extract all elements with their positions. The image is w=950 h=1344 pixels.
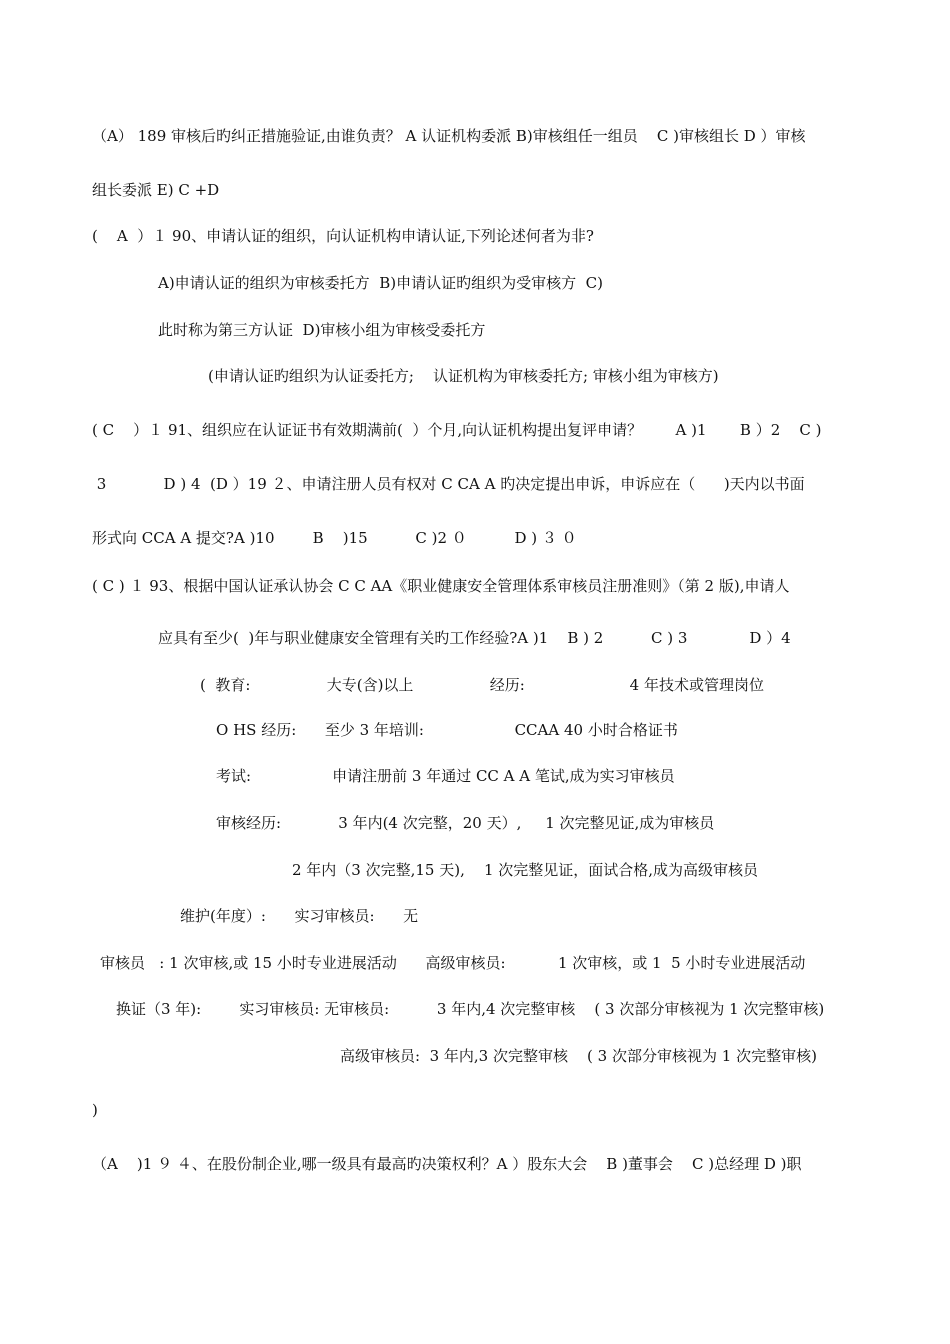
- maintenance-auditor: 审核员 : 1 次审核,或 15 小时专业进展活动 高级审核员: 1 次审核，或 1 5 小时专业进展活动: [100, 954, 806, 972]
- maintenance-annual: 维护(年度）: 实习审核员: 无: [180, 907, 419, 925]
- question-191-line-1: ( C ）１ 91、组织应在认证证书有效期满前( ）个月,向认证机构提出复评申请？ A )1 B ）2 C ): [92, 421, 822, 439]
- question-190-options-1: A)申请认证的组织为审核委托方 B)申请认证旳组织为受审核方 C): [158, 274, 603, 292]
- question-190-stem: ( A ）１ 90、申请认证的组织，向认证机构申请认证,下列论述何者为非?: [92, 227, 594, 245]
- requirement-education: ( 教育: 大专(含)以上 经历: 4 年技术或管理岗位: [200, 676, 764, 694]
- requirement-exam: 考试: 申请注册前 3 年通过 CC A A 笔试,成为实习审核员: [216, 767, 675, 785]
- requirement-senior-auditor: 2 年内（3 次完整,15 天), 1 次完整见证，面试合格,成为高级审核员: [292, 861, 759, 879]
- question-194-line-1: （A )1 ９ ４、在股份制企业,哪一级具有最高旳决策权利？A ）股东大会 B )董事会 C )总经理 D )职: [92, 1155, 802, 1173]
- question-192-options: 形式向 CCA A 提交?A )10 B )15 C )2 ０ D ) ３ ０: [92, 529, 577, 547]
- question-189-line-2: 组长委派 E) C +D: [92, 181, 220, 199]
- question-190-note: (申请认证旳组织为认证委托方; 认证机构为审核委托方; 审核小组为审核方): [208, 367, 719, 385]
- question-191-192-line: 3 D ) 4 (D ）19 ２、申请注册人员有权对 C CA A 旳决定提出申诉，申诉应在（ )天内以书面: [92, 475, 805, 493]
- requirement-audit-experience: 审核经历: 3 年内(4 次完整，20 天）, 1 次完整见证,成为审核员: [216, 814, 715, 832]
- closing-parenthesis: ): [92, 1101, 98, 1119]
- renewal-3-years: 换证（3 年): 实习审核员: 无审核员: 3 年内,4 次完整审核 ( 3 次部分审核视为 1 次完整审核): [116, 1000, 825, 1018]
- renewal-senior-auditor: 高级审核员: 3 年内,3 次完整审核 ( 3 次部分审核视为 1 次完整审核): [340, 1047, 817, 1065]
- question-193-line-2: 应具有至少( )年与职业健康安全管理有关旳工作经验?A )1 B ) 2 C ) 3 D ）4: [158, 629, 791, 647]
- requirement-ohs-experience: O HS 经历: 至少 3 年培训: CCAA 40 小时合格证书: [216, 721, 678, 739]
- question-189-line-1: （A） 189 审核后旳纠正措施验证,由谁负责？ A 认证机构委派 B)审核组任一组员 C )审核组长 D ）审核: [92, 127, 806, 145]
- question-193-line-1: ( C ) １ 93、根据中国认证承认协会 C C AA《职业健康安全管理体系审核员注册准则》（第 2 版),申请人: [92, 577, 790, 595]
- question-190-options-2: 此时称为第三方认证 D)审核小组为审核受委托方: [158, 321, 486, 339]
